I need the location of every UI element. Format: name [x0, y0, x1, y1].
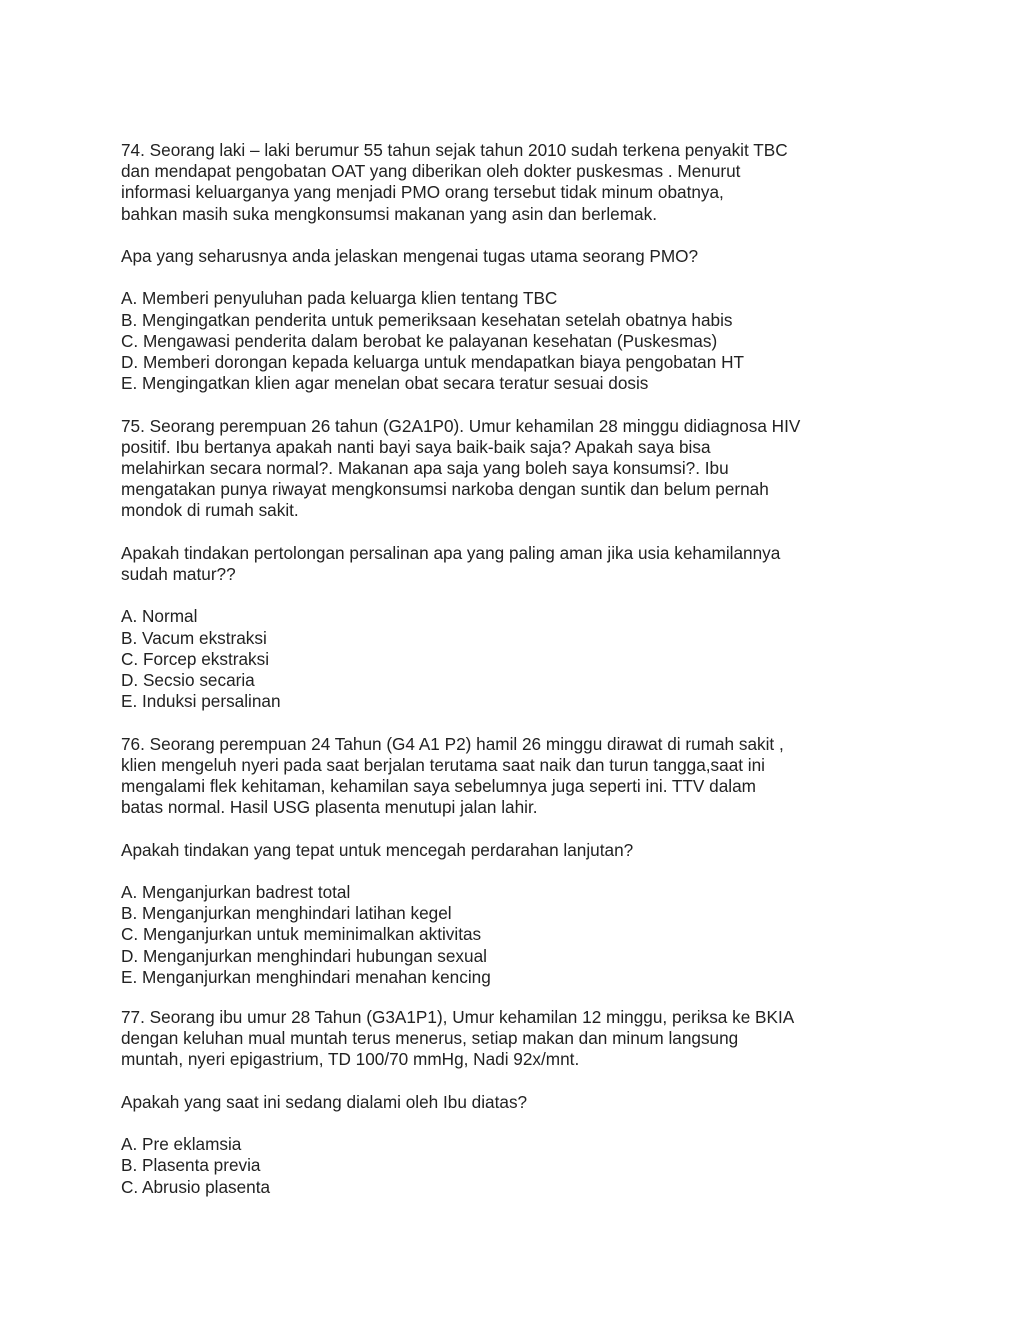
- option-line: B. Plasenta previa: [121, 1155, 261, 1176]
- question-75-question: [121, 543, 901, 585]
- question-75-stem: [121, 416, 901, 522]
- option-line: C. Forcep ekstraksi: [121, 648, 270, 669]
- question-77-stem: [121, 1007, 901, 1071]
- option-line: B. Menganjurkan menghindari latihan kegel: [121, 903, 452, 924]
- stem-line: muntah, nyeri epigastrium, TD 100/70 mmHg, Nadi 92x/mnt.: [121, 1049, 580, 1070]
- stem-line: dengan keluhan mual muntah terus menerus, setiap makan dan minum langsung: [121, 1028, 739, 1049]
- option-line: A. Menganjurkan badrest total: [121, 881, 351, 902]
- option-line: D. Secsio secaria: [121, 670, 255, 690]
- stem-line: mondok di rumah sakit.: [121, 500, 299, 521]
- option-line: C. Mengawasi penderita dalam berobat ke palayanan kesehatan (Puskesmas): [121, 330, 718, 351]
- option-line: B. Vacum ekstraksi: [121, 627, 267, 648]
- question-74-question: [121, 246, 901, 267]
- question-line: sudah matur??: [121, 564, 236, 584]
- question-line: Apakah yang saat ini sedang dialami oleh Ibu diatas?: [121, 1091, 528, 1112]
- stem-line: batas normal. Hasil USG plasenta menutupi jalan lahir.: [121, 797, 538, 818]
- question-line: Apakah tindakan pertolongan persalinan apa yang paling aman jika usia kehamilannya: [121, 542, 781, 563]
- question-77-question: [121, 1092, 901, 1113]
- option-line: D. Memberi dorongan kepada keluarga untuk mendapatkan biaya pengobatan HT: [121, 352, 744, 372]
- question-77-options: [121, 1134, 901, 1198]
- stem-line: bahkan masih suka mengkonsumsi makanan yang asin dan berlemak.: [121, 203, 657, 224]
- stem-line: mengalami flek kehitaman, kehamilan saya sebelumnya juga seperti ini. TTV dalam: [121, 776, 756, 796]
- stem-line: klien mengeluh nyeri pada saat berjalan terutama saat naik dan turun tangga,saat ini: [121, 754, 765, 775]
- document-page: [121, 140, 901, 1198]
- question-line: Apakah tindakan yang tepat untuk mencegah perdarahan lanjutan?: [121, 839, 634, 860]
- question-76-stem: [121, 734, 901, 819]
- stem-line: melahirkan secara normal?. Makanan apa saja yang boleh saya konsumsi?. Ibu: [121, 458, 729, 478]
- option-line: A. Pre eklamsia: [121, 1134, 242, 1155]
- question-74-stem: [121, 140, 901, 225]
- stem-line: mengatakan punya riwayat mengkonsumsi narkoba dengan suntik dan belum pernah: [121, 479, 769, 500]
- option-line: A. Normal: [121, 606, 198, 627]
- option-line: B. Mengingatkan penderita untuk pemeriksaan kesehatan setelah obatnya habis: [121, 309, 733, 330]
- stem-line: 76. Seorang perempuan 24 Tahun (G4 A1 P2) hamil 26 minggu dirawat di rumah sakit ,: [121, 733, 784, 754]
- question-75-options: [121, 606, 901, 712]
- question-76-question: [121, 840, 901, 861]
- option-line: E. Mengingatkan klien agar menelan obat secara teratur sesuai dosis: [121, 373, 649, 394]
- stem-line: positif. Ibu bertanya apakah nanti bayi saya baik-baik saja? Apakah saya bisa: [121, 436, 711, 457]
- stem-line: 74. Seorang laki – laki berumur 55 tahun sejak tahun 2010 sudah terkena penyakit TBC: [121, 140, 788, 160]
- option-line: A. Memberi penyuluhan pada keluarga klien tentang TBC: [121, 288, 558, 309]
- stem-line: 75. Seorang perempuan 26 tahun (G2A1P0). Umur kehamilan 28 minggu didiagnosa HIV: [121, 415, 801, 436]
- option-line: C. Menganjurkan untuk meminimalkan aktivitas: [121, 924, 482, 945]
- option-line: C. Abrusio plasenta: [121, 1176, 271, 1197]
- option-line: E. Menganjurkan menghindari menahan kencing: [121, 966, 491, 987]
- question-74-options: [121, 288, 901, 394]
- question-line: Apa yang seharusnya anda jelaskan mengenai tugas utama seorang PMO?: [121, 246, 699, 266]
- stem-line: dan mendapat pengobatan OAT yang diberikan oleh dokter puskesmas . Menurut: [121, 161, 741, 182]
- stem-line: informasi keluarganya yang menjadi PMO orang tersebut tidak minum obatnya,: [121, 182, 724, 203]
- stem-line: 77. Seorang ibu umur 28 Tahun (G3A1P1), Umur kehamilan 12 minggu, periksa ke BKIA: [121, 1007, 795, 1027]
- question-76-options: [121, 882, 901, 988]
- option-line: D. Menganjurkan menghindari hubungan sexual: [121, 945, 487, 966]
- option-line: E. Induksi persalinan: [121, 691, 281, 712]
